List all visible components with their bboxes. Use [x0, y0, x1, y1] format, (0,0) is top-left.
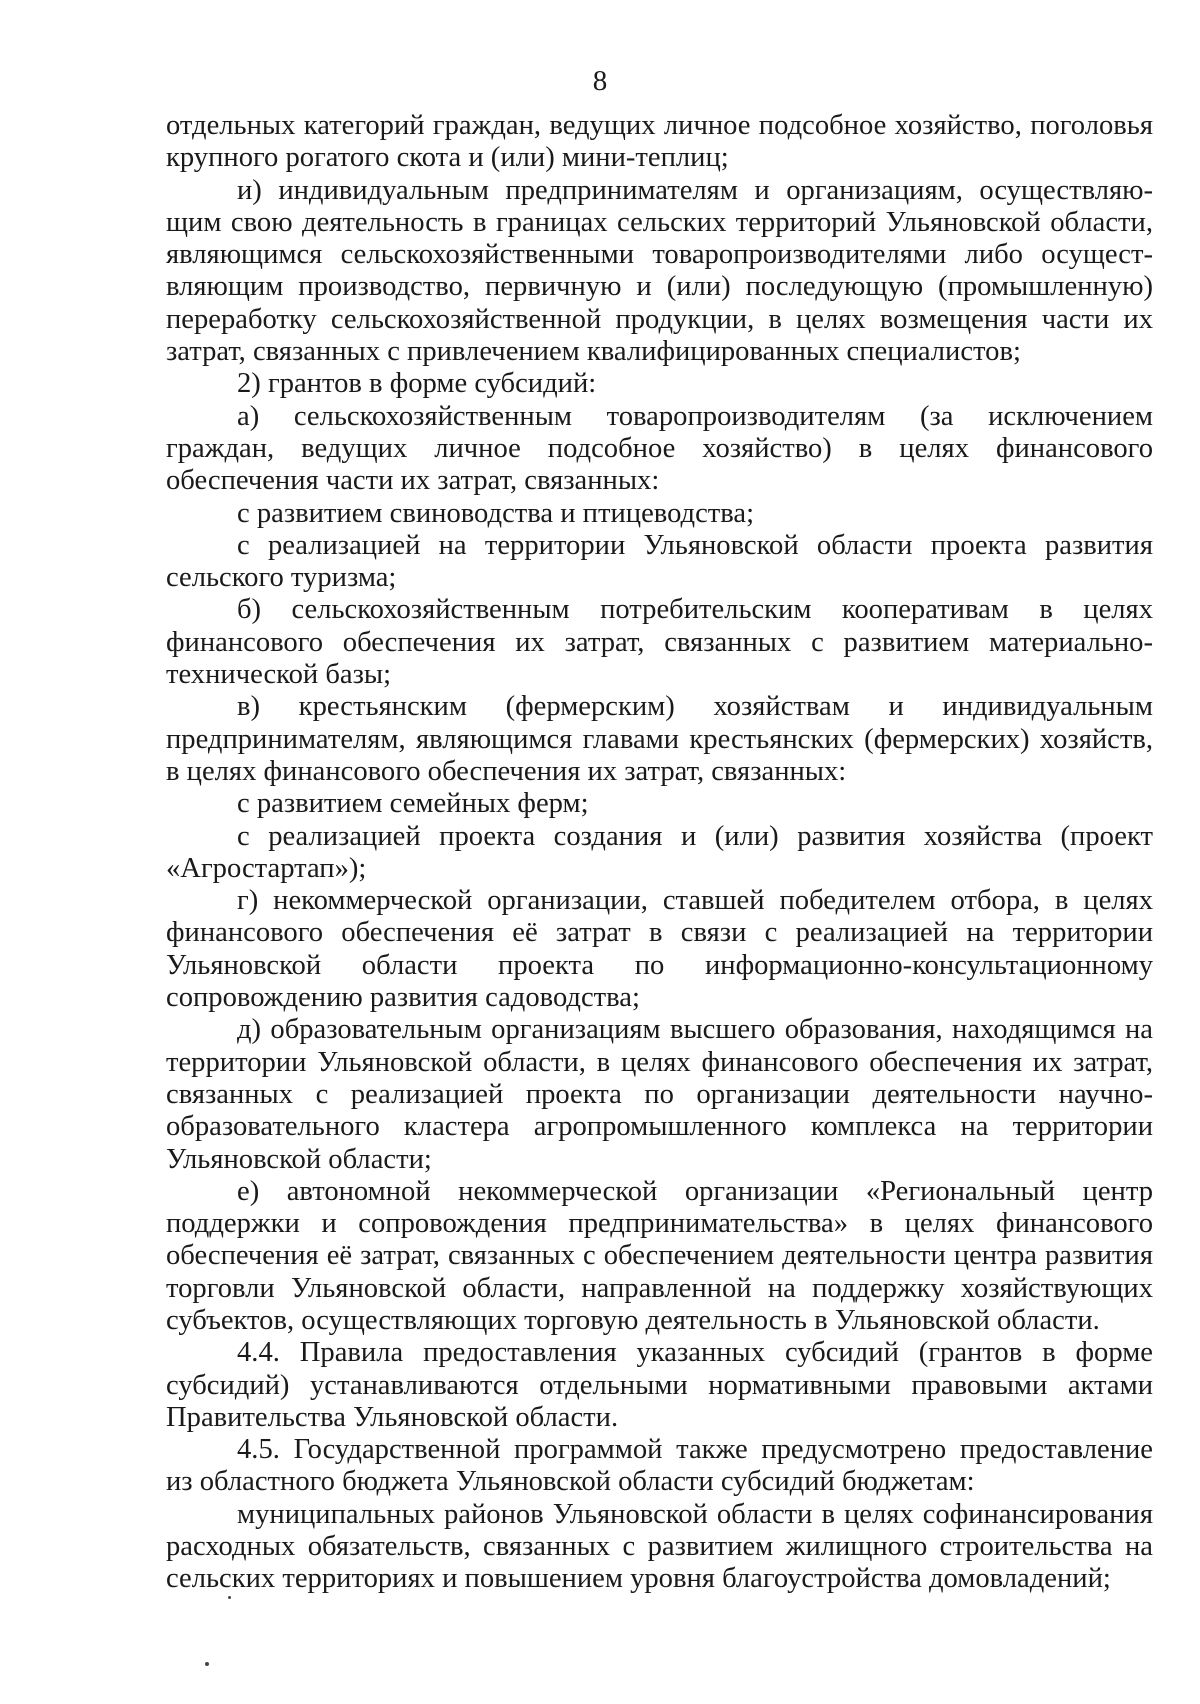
paragraph: б) сельскохозяйственным потребительским кооперативам в целях финансового обеспечения их затрат, связанных с развитием материально-технической базы; — [166, 594, 1153, 691]
page-number: 8 — [592, 65, 608, 97]
paragraph: 2) грантов в форме субсидий: — [237, 368, 597, 400]
paragraph: а) сельскохозяйственным товаропроизводителям (за исключением граждан, ведущих личное подсобное хозяйство) в целях финансового обеспечения части их затрат, связанных: — [166, 400, 1153, 497]
paragraph: отдельных категорий граждан, ведущих личное подсобное хозяйство, поголовья крупного рогатого скота и (или) мини-теплиц; — [166, 110, 1153, 174]
paragraph: д) образовательным организациям высшего образования, находящимся на территории Ульяновской области, в целях финансового обеспечения их затрат, связанных с реализацией проекта по организации деятельности научно-образовательного кластера агропромышленного комплекса на территории Ульяновской области; — [166, 1014, 1153, 1175]
paragraph: с развитием семейных ферм; — [237, 788, 589, 820]
scan-speck — [205, 1662, 209, 1666]
paragraph: и) индивидуальным предпринимателям и организациям, осуществляю-щим свою деятельность в границах сельских территорий Ульяновской области, являющимся сельскохозяйственными товаропроизводителями либо осущест-вляющим производство, первичную и (или) последующую (промышленную) переработку сельскохозяйственной продукции, в целях возмещения части их затрат, связанных с привлечением квалифицированных специалистов; — [166, 174, 1153, 368]
paragraph: в) крестьянским (фермерским) хозяйствам и индивидуальным предпринимателям, являющимся главами крестьянских (фермерских) хозяйств, в целях финансового обеспечения их затрат, связанных: — [166, 691, 1153, 787]
paragraph: 4.5. Государственной программой также предусмотрено предоставление из областного бюджета Ульяновской области субсидий бюджетам: — [166, 1434, 1153, 1498]
paragraph: с реализацией проекта создания и (или) развития хозяйства (проект «Агростартап»); — [166, 820, 1153, 884]
document-body — [166, 110, 1153, 1596]
paragraph: 4.4. Правила предоставления указанных субсидий (грантов в форме субсидий) устанавливаются отдельными нормативными правовыми актами Правительства Ульяновской области. — [166, 1337, 1153, 1433]
paragraph: е) автономной некоммерческой организации «Региональный центр поддержки и сопровождения предпринимательства» в целях финансового обеспечения её затрат, связанных с обеспечением деятельности центра развития торговли Ульяновской области, направленной на поддержку хозяйствующих субъектов, осуществляющих торговую деятельность в Ульяновской области. — [166, 1175, 1153, 1336]
paragraph: с развитием свиноводства и птицеводства; — [237, 497, 755, 529]
paragraph: с реализацией на территории Ульяновской области проекта развития сельского туризма; — [166, 529, 1153, 594]
paragraph: г) некоммерческой организации, ставшей победителем отбора, в целях финансового обеспечения её затрат в связи с реализацией на территории Ульяновской области проекта по информационно-консультационному сопровождению развития садоводства; — [166, 885, 1153, 1014]
scan-speck — [228, 1596, 231, 1599]
paragraph: муниципальных районов Ульяновской области в целях софинансирования расходных обязательств, связанных с развитием жилищного строительства на сельских территориях и повышением уровня благоустройства домовладений; — [166, 1498, 1153, 1595]
